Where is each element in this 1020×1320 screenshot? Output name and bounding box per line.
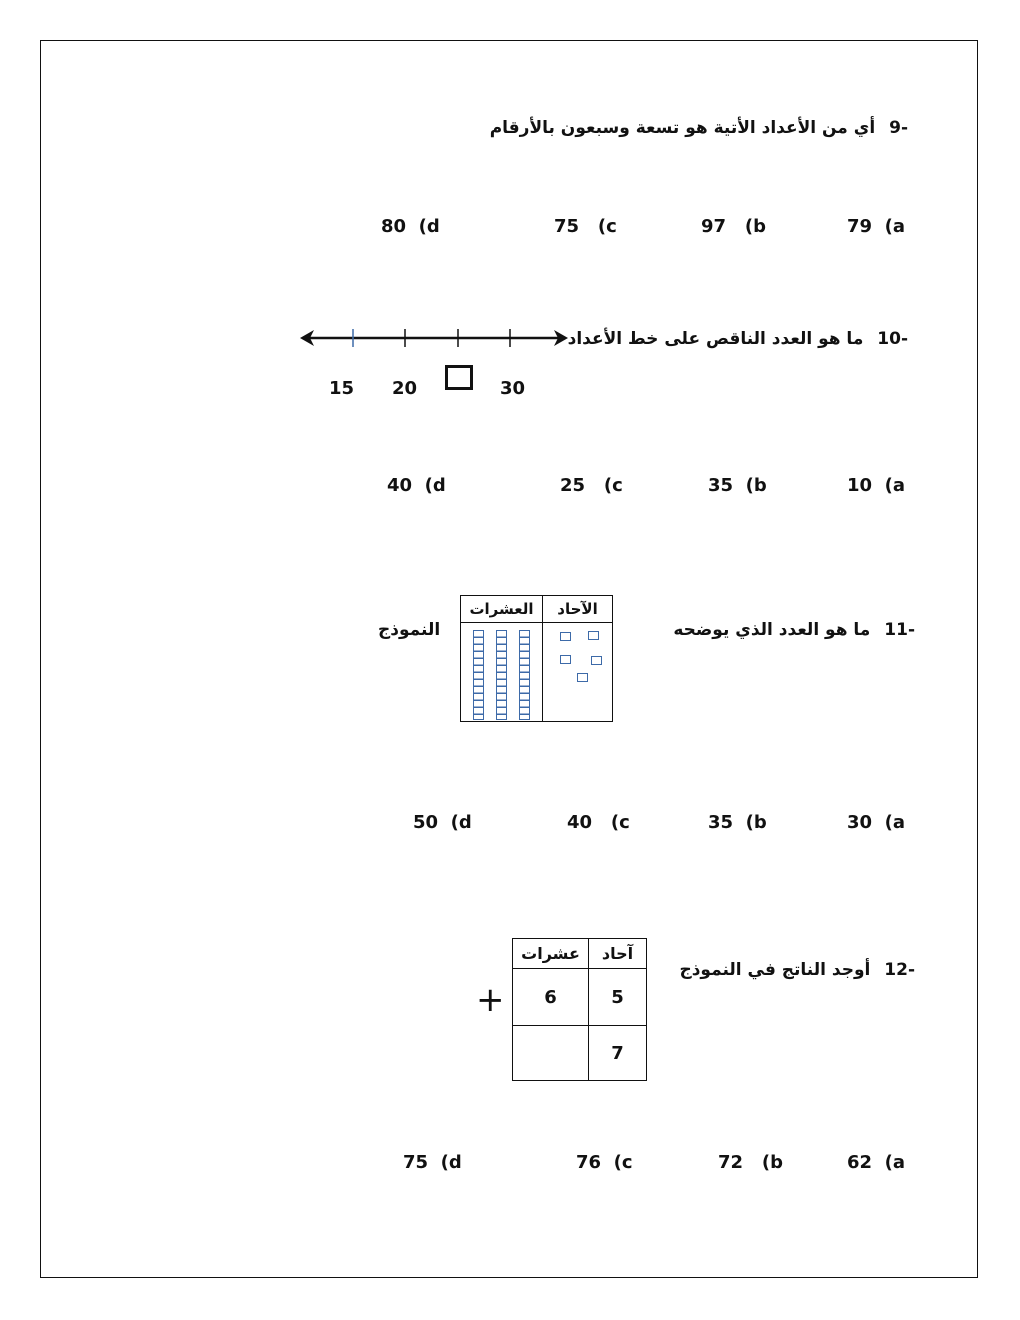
question-number: -9 (889, 118, 908, 138)
question-text: أي من الأعداد الأتية هو تسعة وسبعون بالأرقام (489, 118, 876, 138)
tens-header: عشرات (521, 944, 580, 963)
ones-unit (560, 655, 571, 664)
tens-header: العشرات (469, 600, 534, 618)
question-10 (568, 329, 908, 349)
option-d[interactable]: 80 (d (381, 216, 440, 237)
row2-tens (513, 1026, 588, 1081)
option-b[interactable]: 72 (b (718, 1152, 783, 1173)
question-12 (679, 960, 915, 980)
option-a[interactable]: 30 (a (847, 812, 905, 833)
number-line-label-30: 30 (500, 378, 526, 399)
question-11 (673, 620, 915, 640)
question-text: ما هو العدد الذي يوضحه (673, 620, 871, 640)
option-c[interactable]: 76 (c (576, 1152, 633, 1173)
question-number: -12 (884, 960, 915, 980)
question-text: أوجد الناتج في النموذج (679, 960, 871, 980)
ones-header: الآحاد (557, 600, 598, 618)
option-b[interactable]: 35 (b (708, 475, 767, 496)
row2-ones: 7 (611, 1043, 624, 1064)
question-9 (490, 118, 908, 138)
plus-sign: + (476, 980, 505, 1020)
ones-unit (560, 632, 571, 641)
missing-number-box (445, 365, 473, 390)
addition-table (512, 938, 647, 1081)
number-line-label-20: 20 (392, 378, 418, 399)
question-number: -10 (877, 329, 908, 349)
option-a[interactable]: 79 (a (847, 216, 905, 237)
option-c[interactable]: 25 (c (560, 475, 623, 496)
option-d[interactable]: 50 (d (413, 812, 472, 833)
row1-tens: 6 (544, 986, 557, 1008)
question-text: ما هو العدد الناقص على خط الأعداد (567, 329, 864, 349)
row1-ones: 5 (611, 986, 624, 1008)
question-number: -11 (884, 620, 915, 640)
option-c[interactable]: 40 (c (567, 812, 630, 833)
place-value-model (460, 595, 613, 722)
option-a[interactable]: 62 (a (847, 1152, 905, 1173)
number-line (298, 324, 570, 354)
ones-unit (577, 673, 588, 682)
column-divider (542, 596, 543, 721)
option-b[interactable]: 35 (b (708, 812, 767, 833)
tens-rod (496, 630, 507, 720)
ones-unit (588, 631, 599, 640)
option-d[interactable]: 75 (d (403, 1152, 462, 1173)
tens-rod (473, 630, 484, 720)
ones-header: آحاد (601, 944, 634, 963)
option-c[interactable]: 75 (c (554, 216, 617, 237)
option-a[interactable]: 10 (a (847, 475, 905, 496)
tens-rod (519, 630, 530, 720)
option-d[interactable]: 40 (d (387, 475, 446, 496)
question-11-tail: النموذج (378, 620, 441, 640)
ones-unit (591, 656, 602, 665)
option-b[interactable]: 97 (b (701, 216, 766, 237)
number-line-label-15: 15 (329, 378, 355, 399)
header-divider (461, 622, 612, 623)
